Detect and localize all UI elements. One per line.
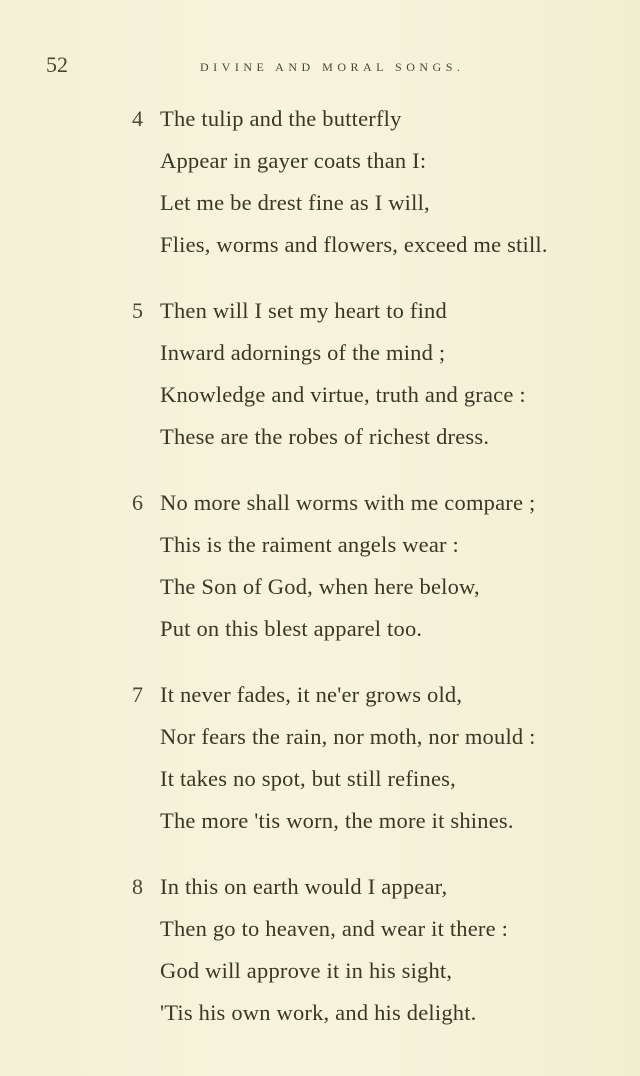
verse-line: God will approve it in his sight, [160, 958, 453, 983]
verse-line: These are the robes of richest dress. [160, 424, 490, 449]
verse-line: Then go to heaven, and wear it there : [160, 916, 509, 941]
verse-line: The Son of God, when here below, [160, 574, 480, 599]
verse-line: Inward adornings of the mind ; [160, 340, 446, 365]
verse-line: Appear in gayer coats than I: [160, 148, 427, 173]
verse-line: Then will I set my heart to find [160, 298, 447, 323]
verse-line: 'Tis his own work, and his delight. [160, 1000, 477, 1025]
verse-line: No more shall worms with me compare ; [160, 490, 536, 515]
verse-line: It takes no spot, but still refines, [160, 766, 456, 791]
verse-line: Flies, worms and flowers, exceed me still. [160, 232, 548, 257]
verse-line: Put on this blest apparel too. [160, 616, 423, 641]
verse-line: Let me be drest fine as I will, [160, 190, 430, 215]
page-number: 52 [46, 52, 68, 77]
verse-line: It never fades, it ne'er grows old, [160, 682, 463, 707]
verse-line: This is the raiment angels wear : [160, 532, 460, 557]
stanza-number: 7 [132, 682, 143, 707]
stanza-number: 5 [132, 298, 143, 323]
verse-line: The more 'tis worn, the more it shines. [160, 808, 514, 833]
running-title: DIVINE AND MORAL SONGS. [200, 60, 465, 74]
verse-line: Nor fears the rain, nor moth, nor mould : [160, 724, 536, 749]
verse-line: The tulip and the butterfly [160, 106, 402, 131]
stanza-number: 4 [132, 106, 143, 131]
page-header [0, 52, 640, 82]
stanza-number: 6 [132, 490, 143, 515]
stanza-number: 8 [132, 874, 143, 899]
verse-line: In this on earth would I appear, [160, 874, 448, 899]
verse-line: Knowledge and virtue, truth and grace : [160, 382, 526, 407]
